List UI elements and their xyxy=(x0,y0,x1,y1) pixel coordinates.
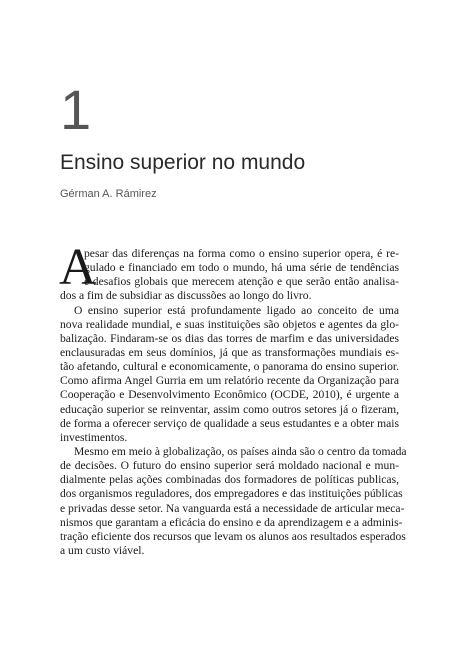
text-line: O ensino superior está profundamente ligado ao conceito de uma xyxy=(74,303,399,317)
chapter-body xyxy=(59,239,407,558)
text-line: Cooperação e Desenvolvimento Econômico (OCDE, 2010), é urgente a xyxy=(60,388,399,402)
text-line: investimentos. xyxy=(60,430,128,444)
chapter-number: 1 xyxy=(60,78,92,141)
text-line: tão afetando, cultural e economicamente, o panorama do ensino superior. xyxy=(60,360,399,374)
text-line: nova realidade mundial, e suas instituições são objetos e agentes da glo- xyxy=(60,317,399,331)
text-line: nismos que garantam a eficácia do ensino e da aprendizagem e a adminis- xyxy=(60,515,403,529)
text-line: e desafios globais que merecem atenção e que serão então analisa- xyxy=(84,275,399,289)
text-line: de decisões. O futuro do ensino superior será moldado nacional e mun- xyxy=(60,459,399,473)
text-line: Mesmo em meio à globalização, os países ainda são o centro da tomada xyxy=(74,444,407,458)
paragraph-1 xyxy=(59,239,399,304)
text-line: tração eficiente dos recursos que levam os alunos aos resultados esperados xyxy=(60,529,406,543)
text-line: e privadas desse setor. Na vanguarda está a necessidade de articular meca- xyxy=(60,501,405,515)
text-line: a um custo viável. xyxy=(60,543,145,557)
text-line: de forma a oferecer serviço de qualidade a seus estudantes e a obter mais xyxy=(60,416,399,430)
chapter-title: Ensino superior no mundo xyxy=(60,151,306,174)
text-line: enclausuradas em seus domínios, já que as transformações mundiais es- xyxy=(60,345,399,359)
text-line: gulado e financiado em todo o mundo, há uma série de tendências xyxy=(84,261,399,275)
text-line: Como afirma Angel Gurria em um relatório recente da Organização para xyxy=(60,374,399,388)
paragraph-2 xyxy=(60,304,399,445)
text-line: dos organismos reguladores, dos empregadores e das instituições públicas xyxy=(60,487,403,501)
paragraph-3 xyxy=(60,444,407,558)
text-line: balização. Findaram-se os dias das torres de marfim e das universidades xyxy=(60,331,399,345)
text-line: dos a fim de subsidiar as discussões ao longo do livro. xyxy=(60,289,312,303)
text-line: pesar das diferenças na forma como o ensino superior opera, é re- xyxy=(84,247,399,260)
drop-cap: A xyxy=(59,239,97,296)
chapter-author: Gérman A. Rámirez xyxy=(60,188,157,200)
text-line: educação superior se reinventar, assim como outros setores já o fizeram, xyxy=(60,402,399,416)
text-line: dialmente pelas ações combinadas dos formadores de políticas publicas, xyxy=(60,473,399,487)
